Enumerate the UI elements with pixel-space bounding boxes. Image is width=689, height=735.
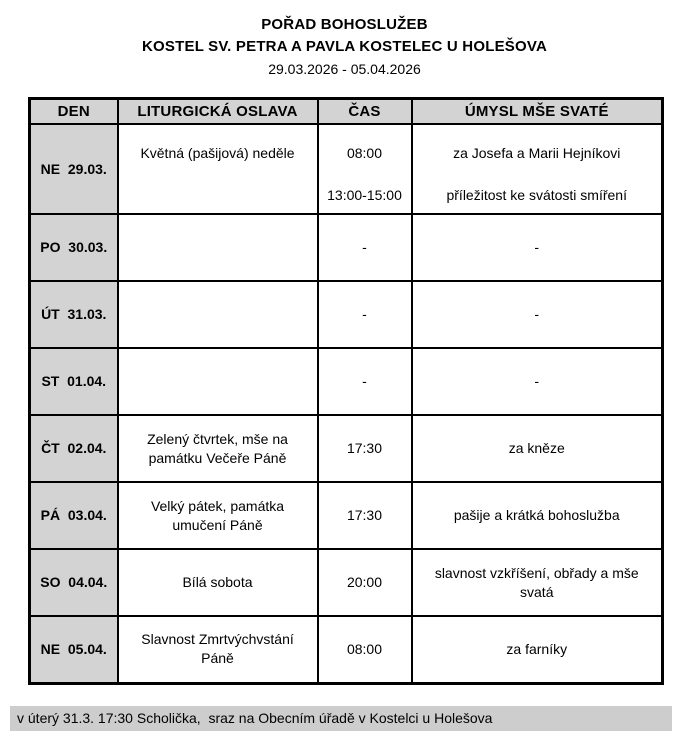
time-entry: 13:00-15:00 (327, 187, 402, 203)
table-row (30, 348, 663, 415)
time-cell: 20:00 (318, 549, 412, 616)
page-title: POŘAD BOHOSLUŽEB (261, 16, 428, 33)
time-cell: 17:30 (318, 482, 412, 549)
intention-cell: - (412, 281, 663, 348)
table-row (30, 482, 663, 549)
table-row (30, 281, 663, 348)
celebration-cell: Slavnost Zmrtvýchvstání Páně (118, 616, 318, 683)
time-cell (318, 124, 412, 214)
date-range: 29.03.2026 - 05.04.2026 (268, 61, 421, 77)
intention-cell: za farníky (412, 616, 663, 683)
celebration-cell: Velký pátek, památka umučení Páně (118, 482, 318, 549)
intention-entry: za Josefa a Marii Hejníkovi (453, 145, 621, 161)
col-header-cas: ČAS (318, 99, 412, 125)
page-subtitle: KOSTEL SV. PETRA A PAVLA KOSTELEC U HOLEŠOVA (142, 38, 547, 55)
table-row (30, 124, 663, 214)
day-cell: ÚT 31.03. (30, 281, 118, 348)
title-block (0, 0, 689, 80)
col-header-liturgicka-oslava: LITURGICKÁ OSLAVA (118, 99, 318, 125)
time-cell: - (318, 348, 412, 415)
table-row (30, 415, 663, 482)
day-cell: NE 29.03. (30, 124, 118, 214)
day-cell: SO 04.04. (30, 549, 118, 616)
day-cell: ČT 02.04. (30, 415, 118, 482)
table-row (30, 214, 663, 281)
day-cell: NE 05.04. (30, 616, 118, 683)
table-row (30, 549, 663, 616)
celebration-cell: Zelený čtvrtek, mše na památku Večeře Páně (118, 415, 318, 482)
intention-cell: - (412, 348, 663, 415)
celebration-text: Květná (pašijová) neděle (140, 145, 295, 161)
time-cell: 17:30 (318, 415, 412, 482)
intention-entry: příležitost ke svátosti smíření (446, 187, 627, 203)
time-cell: - (318, 214, 412, 281)
time-cell: 08:00 (318, 616, 412, 683)
celebration-cell (118, 124, 318, 214)
intention-cell: za kněze (412, 415, 663, 482)
intention-cell: - (412, 214, 663, 281)
time-cell: - (318, 281, 412, 348)
footer-note: v úterý 31.3. 17:30 Scholička, sraz na Obecním úřadě v Kostelci u Holešova (10, 706, 672, 731)
time-entry: 08:00 (346, 145, 383, 161)
day-cell: ST 01.04. (30, 348, 118, 415)
col-header-den: DEN (30, 99, 118, 125)
col-header-umysl: ÚMYSL MŠE SVATÉ (412, 99, 663, 125)
schedule-table (28, 97, 664, 685)
intention-cell: pašije a krátká bohoslužba (412, 482, 663, 549)
intention-cell (412, 124, 663, 214)
celebration-cell: Bílá sobota (118, 549, 318, 616)
header-row (30, 99, 663, 125)
intention-cell: slavnost vzkříšení, obřady a mše svatá (412, 549, 663, 616)
day-cell: PÁ 03.04. (30, 482, 118, 549)
day-cell: PO 30.03. (30, 214, 118, 281)
table-row (30, 616, 663, 683)
celebration-cell (118, 214, 318, 281)
celebration-cell (118, 348, 318, 415)
celebration-cell (118, 281, 318, 348)
